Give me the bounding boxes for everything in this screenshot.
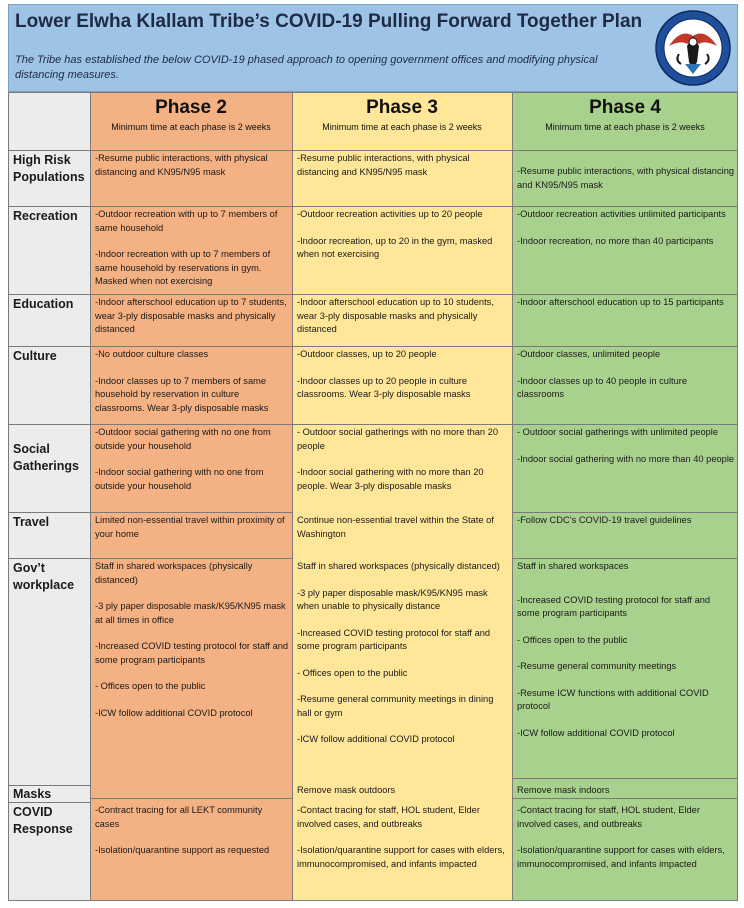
cell-line: -Indoor recreation, up to 20 in the gym, masked when not exercising	[297, 235, 493, 259]
row-label-masks: Masks	[13, 787, 52, 801]
cell-culture-p3	[297, 348, 509, 402]
tribe-seal-logo	[655, 10, 731, 86]
cell-line: Staff in shared workspaces (physically distanced)	[297, 561, 500, 571]
cell-line: - Offices open to the public	[517, 634, 628, 645]
cell-line: -Outdoor classes, unlimited people	[517, 349, 661, 359]
cell-travel-p4: -Follow CDC’s COVID-19 travel guidelines	[517, 515, 692, 525]
cell-recreation-p3	[297, 208, 509, 262]
cell-culture-p2	[95, 348, 289, 415]
cell-line: -Increased COVID testing protocol for staff and some program participants	[297, 627, 491, 651]
cell-covid-p4	[517, 804, 735, 871]
cell-line: - Offices open to the public	[95, 681, 206, 691]
row-label-education: Education	[13, 297, 74, 311]
cell-line: -Contact tracing for staff, HOL student, Elder involved cases, and outbreaks	[517, 805, 700, 829]
cell-line: -Indoor classes up to 20 people in culture classrooms. Wear 3-ply disposable masks	[297, 375, 471, 399]
cell-line: -Outdoor social gathering with no one from outside your household	[95, 427, 271, 451]
cell-line: -Contract tracing for all LEKT community cases	[95, 805, 263, 829]
cell-line: -Contact tracing for staff, HOL student, Elder involved cases, and outbreaks	[297, 805, 480, 829]
row-label-culture: Culture	[13, 349, 57, 363]
cell-line: -Indoor social gathering with no more than 40 people	[517, 453, 735, 464]
cell-line: -Indoor recreation, no more than 40 participants	[517, 235, 714, 246]
phase-table	[8, 92, 738, 901]
cell-line: -Indoor recreation with up to 7 members of same household by reservations in gym. Masked when not exercising	[95, 249, 271, 286]
cell-high-risk-p3: -Resume public interactions, with physical distancing and KN95/N95 mask	[297, 153, 470, 177]
cell-line: -Isolation/quarantine support for cases with elders, immunocompromised, and infants impacted	[517, 845, 725, 869]
cell-line: -Outdoor classes, up to 20 people	[297, 349, 437, 359]
cell-social-p4	[517, 426, 735, 466]
phase-name: Phase 3	[366, 97, 438, 118]
phase-min-time: Minimum time at each phase is 2 weeks	[545, 122, 705, 132]
cell-education-p4: -Indoor afterschool education up to 15 participants	[517, 297, 724, 307]
cell-line: -Outdoor recreation with up to 7 members of same household	[95, 209, 278, 233]
cell-social-p2	[95, 426, 289, 493]
cell-line: - Offices open to the public	[297, 667, 408, 678]
cell-line: -Indoor classes up to 40 people in culture classrooms	[517, 375, 688, 399]
cell-covid-p3	[297, 804, 509, 871]
cell-line: -No outdoor culture classes	[95, 349, 209, 359]
cell-social-p3	[297, 426, 509, 493]
cell-line: -Indoor classes up to 7 members of same household by reservation in culture classrooms. Wear 3-ply disposable masks	[95, 375, 269, 413]
cell-travel-p2: Limited non-essential travel within proximity of your home	[95, 515, 285, 539]
cell-high-risk-p4: -Resume public interactions, with physical distancing and KN95/N95 mask	[517, 166, 735, 190]
cell-education-p3: -Indoor afterschool education up to 10 students, wear 3-ply disposable masks and physically distanced	[297, 297, 494, 334]
phase-4-header	[512, 92, 738, 150]
cell-line: -Outdoor recreation activities up to 20 people	[297, 209, 483, 219]
cell-recreation-p2	[95, 208, 289, 289]
cell-line: -Indoor social gathering with no one from outside your household	[95, 467, 264, 491]
cell-line: -Isolation/quarantine support for cases with elders, immunocompromised, and infants impacted	[297, 845, 505, 869]
cell-high-risk-p2: -Resume public interactions, with physical distancing and KN95/N95 mask	[95, 153, 268, 177]
cell-covid-p2	[95, 804, 289, 858]
cell-line: -Resume ICW functions with additional COVID protocol	[517, 687, 709, 711]
cell-education-p2: -Indoor afterschool education up to 7 students, wear 3-ply disposable masks and physically distanced	[95, 297, 287, 334]
cell-line: -ICW follow additional COVID protocol	[95, 707, 253, 718]
page-subtitle: The Tribe has established the below COVID-19 phased approach to opening government offices and modifying physical distancing measures.	[15, 54, 598, 81]
cell-line: -ICW follow additional COVID protocol	[297, 734, 455, 744]
cell-line: -Increased COVID testing protocol for staff and some program participants	[517, 594, 711, 618]
cell-line: -3 ply paper disposable mask/K95/KN95 mask at all times in office	[95, 601, 286, 625]
cell-line: -Resume general community meetings	[517, 661, 677, 671]
phase-name: Phase 2	[155, 97, 227, 118]
phase-3-header	[292, 92, 512, 150]
phase-min-time: Minimum time at each phase is 2 weeks	[322, 122, 482, 132]
cell-masks-p4: Remove mask indoors	[517, 785, 610, 795]
cell-masks-p3: Remove mask outdoors	[297, 785, 396, 795]
cell-line: -ICW follow additional COVID protocol	[517, 727, 675, 738]
row-label-covid: COVID Response	[13, 805, 73, 836]
cell-travel-p3: Continue non-essential travel within the State of Washington	[297, 515, 494, 539]
row-label-recreation: Recreation	[13, 209, 78, 223]
cell-line: -Outdoor recreation activities unlimited participants	[517, 209, 726, 219]
phase-min-time: Minimum time at each phase is 2 weeks	[111, 122, 271, 132]
cell-workplace-p2	[95, 560, 289, 720]
cell-line: - Outdoor social gatherings with no more than 20 people	[297, 427, 499, 451]
cell-line: Staff in shared workspaces	[517, 561, 629, 571]
page-header	[8, 4, 738, 92]
cell-recreation-p4	[517, 208, 735, 248]
phase-name: Phase 4	[589, 97, 661, 118]
cell-line: -Increased COVID testing protocol for staff and some program participants	[95, 641, 289, 665]
cell-line: -Isolation/quarantine support as requested	[95, 845, 270, 855]
row-label-high-risk: High Risk Populations	[13, 153, 85, 184]
cell-culture-p4	[517, 348, 735, 402]
row-label-social: Social Gatherings	[13, 442, 79, 473]
row-label-workplace: Gov’t workplace	[13, 561, 75, 592]
cell-workplace-p3	[297, 560, 509, 747]
row-label-travel: Travel	[13, 515, 50, 529]
cell-line: -3 ply paper disposable mask/K95/KN95 mask when unable to physically distance	[297, 587, 488, 611]
cell-line: -Resume general community meetings in dining hall or gym	[297, 694, 494, 718]
cell-line: -Indoor social gathering with no more than 20 people. Wear 3-ply disposable masks	[297, 467, 484, 491]
cell-workplace-p4	[517, 560, 735, 740]
phase-2-header	[90, 92, 292, 150]
cell-line: - Outdoor social gatherings with unlimited people	[517, 427, 719, 437]
page-title: Lower Elwha Klallam Tribe’s COVID-19 Pulling Forward Together Plan	[15, 11, 643, 32]
cell-line: Staff in shared workspaces (physically distanced)	[95, 561, 253, 585]
